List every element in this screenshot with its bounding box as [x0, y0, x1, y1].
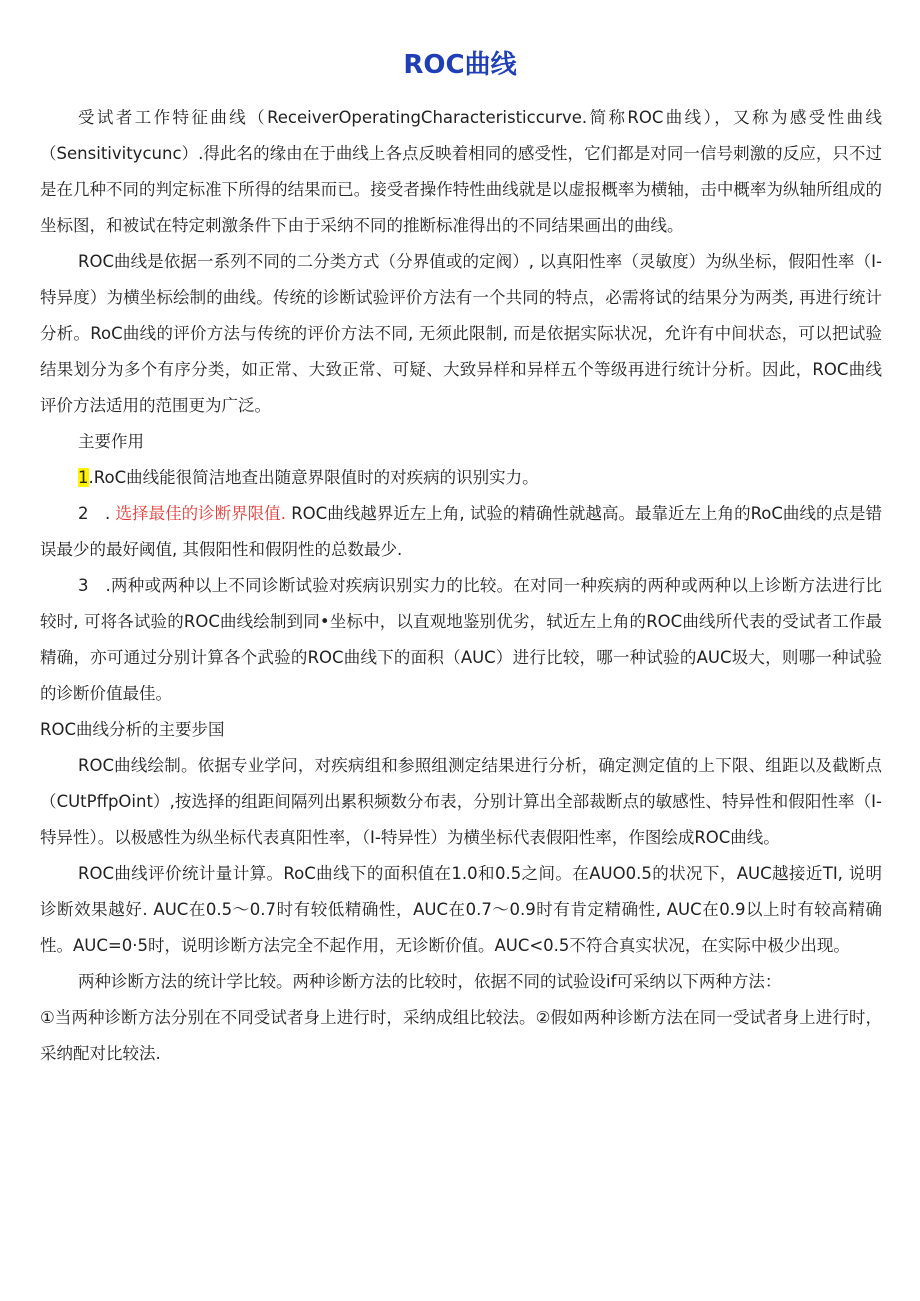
list-item-1 [40, 460, 882, 496]
highlight-marker: 1 [78, 468, 89, 487]
list-item-2-text: ROC曲线越界近左上角, 试验的精确性就越高。最靠近左上角的RoC曲线的点是错误最少的最好阈值, 其假阳性和假阴性的总数最少. [40, 504, 883, 559]
list-item-3: 3 .两种或两种以上不同诊断试验对疾病识别实力的比较。在对同一种疾病的两种或两种以上诊断方法进行比较时, 可将各试验的ROC曲线绘制到同•坐标中，以直观地鉴别优劣，轼近左上角的ROC曲线所代表的受试者工作最精确，亦可通过分别计算各个武验的ROC曲线下的面积（AUC）进行比较，哪一种试验的AUC圾大，则哪一种试验的诊断价值最佳。 [40, 576, 882, 703]
section-heading-steps: ROC曲线分析的主要步国 [40, 720, 225, 739]
list-item-1-text: .RoC曲线能很简洁地查出随意界限值时的对疾病的识别实力。 [88, 468, 539, 487]
step-3-methods-paragraph: ①当两种诊断方法分别在不同受试者身上进行时，采纳成组比较法。②假如两种诊断方法在同一受试者身上进行时，采纳配对比较法. [40, 1008, 882, 1063]
list-item-2 [40, 496, 882, 568]
roc-description-paragraph: ROC曲线是依据一系列不同的二分类方式（分界值或的定阀）, 以真阳性率（灵敏度）为纵坐标，假阳性率（I-特异度）为横坐标绘制的曲线。传统的诊断试验评价方法有一个共同的特点，必需将试的结果分为两类, 再进行统计分析。RoC曲线的评价方法与传统的评价方法不同, 无须此限制, 而是依据实际状况，允许有中间状态，可以把试验结果划分为多个有序分类，如正常、大致正常、可疑、大致异样和异样五个等级再进行统计分析。因此，ROC曲线评价方法适用的范围更为广泛。 [40, 252, 882, 415]
list-item-2-prefix: 2 . [78, 504, 116, 523]
document-body [40, 100, 882, 1072]
list-item-2-emphasis: 选择最佳的诊断界限值. [115, 504, 286, 523]
section-heading-main-functions: 主要作用 [78, 432, 144, 451]
step-2-paragraph: ROC曲线评价统计量计算。RoC曲线下的面积值在1.0和0.5之间。在AUO0.5的状况下，AUC越接近TI, 说明诊断效果越好. AUC在0.5〜0.7时有较低精确性，AUC在0.7〜0.9时有肯定精确性, AUC在0.9以上时有较高精确性。AUC=0·5时，说明诊断方法完全不起作用，无诊断价值。AUC<0.5不符合真实状况，在实际中极少出现。 [40, 864, 882, 955]
intro-paragraph: 受试者工作特征曲线（ReceiverOperatingCharacteristiccurve.简称ROC曲线），又称为感受性曲线（Sensitivitycunc）.得此名的缘由在于曲线上各点反映着相同的感受性，它们都是对同一信号刺激的反应，只不过是在几种不同的判定标准下所得的结果而已。接受者操作特性曲线就是以虚报概率为横轴，击中概率为纵轴所组成的坐标图，和被试在特定刺激条件下由于采纳不同的推断标准得出的不同结果画出的曲线。 [40, 108, 882, 235]
step-1-paragraph: ROC曲线绘制。依据专业学问，对疾病组和参照组测定结果进行分析，确定测定值的上下限、组距以及截断点（CUtPffpOint）,按选择的组距间隔列出累积频数分布表，分别计算出全部裁断点的敏感性、特异性和假阳性率（I-特异性）。以极感性为纵坐标代表真阳性率，（I-特异性）为横坐标代表假阳性率，作图绘成ROC曲线。 [40, 756, 882, 847]
step-3-paragraph: 两种诊断方法的统计学比较。两种诊断方法的比较时，依据不同的试验设if可采纳以下两种方法： [78, 972, 782, 991]
page-title: ROC曲线 [403, 50, 517, 80]
